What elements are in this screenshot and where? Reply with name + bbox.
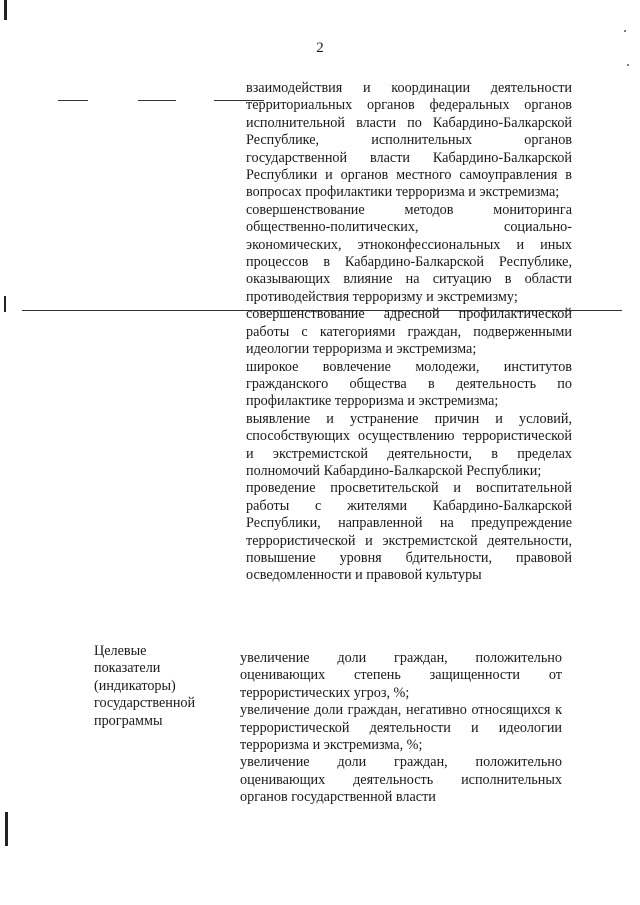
- text-paragraph: совершенствование методов мониторинга общественно-политических, социально-экономических, этноконфессиональных и иных процессов в Кабардино-Балкарской Республике, оказывающих влияние на ситуацию в области противодействия терроризму и экстремизму;: [246, 201, 572, 305]
- text-paragraph: увеличение доли граждан, положительно оценивающих степень защищенности от террористических угроз, %;: [240, 650, 562, 701]
- page-number: 2: [316, 40, 324, 56]
- text-paragraph: широкое вовлечение молодежи, институтов гражданского общества в деятельность по профилактике терроризма и экстремизма;: [246, 358, 572, 410]
- targets-label: Целевые показатели (индикаторы) государственной программы: [94, 643, 196, 729]
- table-border-line: [58, 100, 88, 101]
- text-paragraph: взаимодействия и координации деятельности территориальных органов федеральных органов исполнительной власти по Кабардино-Балкарской Республике, исполнительных органов государственной власти Кабардино-Балкарской Республики и органов местного самоуправления в вопросах профилактики терроризма и экстремизма;: [246, 80, 572, 201]
- table-border-line: [138, 100, 176, 101]
- text-paragraph: выявление и устранение причин и условий, способствующих осуществлению террористической и экстремистской деятельности, в пределах полномочий Кабардино-Балкарской Республики;: [246, 410, 572, 479]
- text-paragraph: проведение просветительской и воспитательной работы с жителями Кабардино-Балкарской Республики, направленной на предупреждение террористической и экстремистской деятельности, повышение уровня бдительности, правовой осведомленности и правовой культуры: [246, 480, 572, 584]
- targets-label-cell: [94, 643, 212, 730]
- scan-speck: [624, 30, 626, 32]
- scan-mark: [5, 812, 8, 846]
- targets-text-column: [240, 650, 562, 807]
- scan-mark: [4, 296, 6, 312]
- text-paragraph: увеличение доли граждан, негативно относящихся к террористической деятельности и идеологии терроризма и экстремизма, %;: [240, 702, 562, 754]
- text-paragraph: увеличение доли граждан, положительно оценивающих деятельность исполнительных органов государственной власти: [240, 754, 562, 806]
- text-paragraph: совершенствование адресной профилактической работы с категориями граждан, подверженными идеологии терроризма и экстремизма;: [246, 306, 572, 358]
- scan-speck: [627, 64, 629, 66]
- goals-text-column: [246, 80, 572, 585]
- scan-mark: [4, 0, 7, 20]
